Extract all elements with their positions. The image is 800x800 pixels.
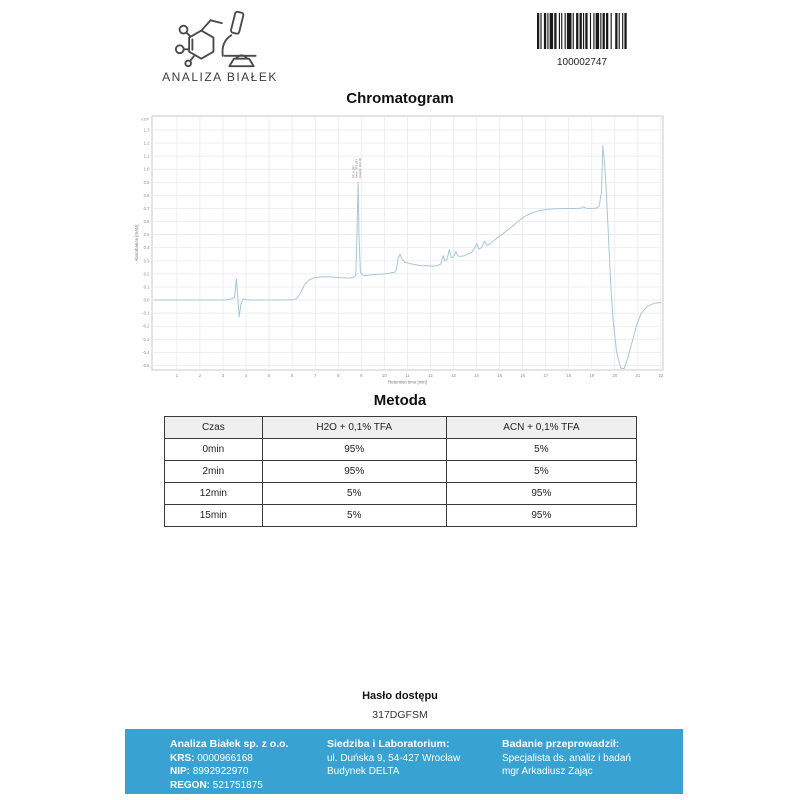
y-tick-label: 0.5 [143,232,150,238]
footer-location [327,738,460,779]
method-cell: 95% [446,483,636,505]
table-row [165,505,637,527]
company-krs: KRS: 0000966168 [170,752,253,764]
method-header-cell: Czas [165,417,263,439]
method-cell: 12min [165,483,263,505]
chromatogram-title: Chromatogram [346,90,454,107]
y-tick-label: -0.3 [142,336,150,342]
chromatogram-plot [132,108,668,388]
footer-company [170,738,288,792]
company-name: Analiza Białek sp. z o.o. [170,738,289,750]
y-tick-label: 0.9 [143,179,150,185]
method-header-cell: ACN + 0,1% TFA [446,417,636,439]
x-tick-label: 14 [474,373,479,378]
method-cell: 15min [165,505,263,527]
method-cell: 0min [165,439,263,461]
x-tick-label: 17 [543,373,549,378]
method-cell: 5% [446,439,636,461]
y-tick-label: 0.7 [143,205,150,211]
x-tick-label: 5 [267,373,271,378]
y-tick-label: 0.6 [143,219,150,225]
peak-annotation-line: RT: 8.287 [351,165,356,179]
chromatogram-chart [132,108,668,388]
y-tick-label: 1.2 [143,140,150,146]
method-cell: 95% [262,439,446,461]
method-cell: 2min [165,461,263,483]
location-building: Budynek DELTA [327,766,400,777]
y-tick-label: 0.0 [143,297,150,303]
x-tick-label: 16 [520,373,525,378]
footer-examiner [502,738,631,779]
x-tick-label: 18 [566,373,572,378]
x-tick-label: 13 [451,373,456,378]
x-tick-label: 22 [658,373,664,378]
x-tick-label: 11 [405,373,410,378]
password-label: Hasło dostępu [362,690,438,702]
barcode-block [536,13,628,68]
logo-block [150,10,290,84]
table-row [165,483,637,505]
logo-wordmark: ANALIZA BIAŁEK [162,70,278,84]
microscope-molecule-icon [172,10,268,68]
y-tick-label: -0.5 [142,362,150,368]
x-tick-label: 1 [175,373,179,378]
x-tick-label: 7 [314,373,317,378]
x-tick-label: 4 [244,373,248,378]
method-header-cell: H2O + 0,1% TFA [262,417,446,439]
x-tick-label: 12 [428,373,433,378]
y-tick-label: -0.4 [142,349,150,355]
x-tick-label: 15 [497,373,502,378]
examiner-title: Badanie przeprowadził: [502,738,620,750]
method-title: Metoda [373,392,427,409]
x-tick-label: 10 [381,373,387,378]
method-cell: 95% [262,461,446,483]
y-tick-label: 1.1 [143,153,150,159]
x-tick-label: 2 [198,373,202,378]
y-tick-label: 0.8 [143,192,150,198]
location-address: ul. Duńska 9, 54-427 Wrocław [327,752,461,764]
x-tick-label: 6 [290,373,294,378]
y-axis-label: Absorbance [mAU] [134,224,139,262]
method-cell: 5% [446,461,636,483]
x-tick-label: 8 [337,373,340,378]
y-tick-label: 0.1 [143,284,150,290]
method-cell: 95% [446,505,636,527]
y-tick-label: -0.1 [142,310,150,316]
table-row [165,461,637,483]
barcode-number: 100002747 [556,57,608,68]
y-axis-scale-note: x10² [141,116,149,122]
x-tick-label: 3 [221,373,225,378]
table-row [165,439,637,461]
method-table [164,416,637,527]
x-axis-label: Retention time [min] [387,379,428,385]
peak-annotation-line: Area: 373.287 [354,158,359,179]
y-tick-label: 1.3 [143,127,150,133]
password-value: 317DGFSM [372,709,428,721]
company-regon: REGON: 521751875 [170,779,263,791]
footer-bar [125,729,683,794]
x-tick-label: 20 [612,373,618,378]
location-title: Siedziba i Laboratorium: [327,738,450,750]
method-cell: 5% [262,505,446,527]
peak-annotation-line: Area%: 100.00 [358,157,363,179]
x-tick-label: 21 [635,373,641,378]
x-tick-label: 19 [589,373,595,378]
method-cell: 5% [262,483,446,505]
y-tick-label: 0.2 [143,271,150,277]
company-nip: NIP: 8992922970 [170,766,249,777]
y-tick-label: 0.4 [143,245,150,251]
method-header-row [165,417,637,439]
barcode-image [536,13,628,51]
y-tick-label: -0.2 [142,323,150,329]
y-tick-label: 0.3 [143,258,150,264]
examiner-name: mgr Arkadiusz Zając [502,766,593,777]
y-tick-label: 1.0 [143,166,150,172]
x-tick-label: 9 [360,373,363,378]
examiner-role: Specjalista ds. analiz i badań [502,752,631,764]
